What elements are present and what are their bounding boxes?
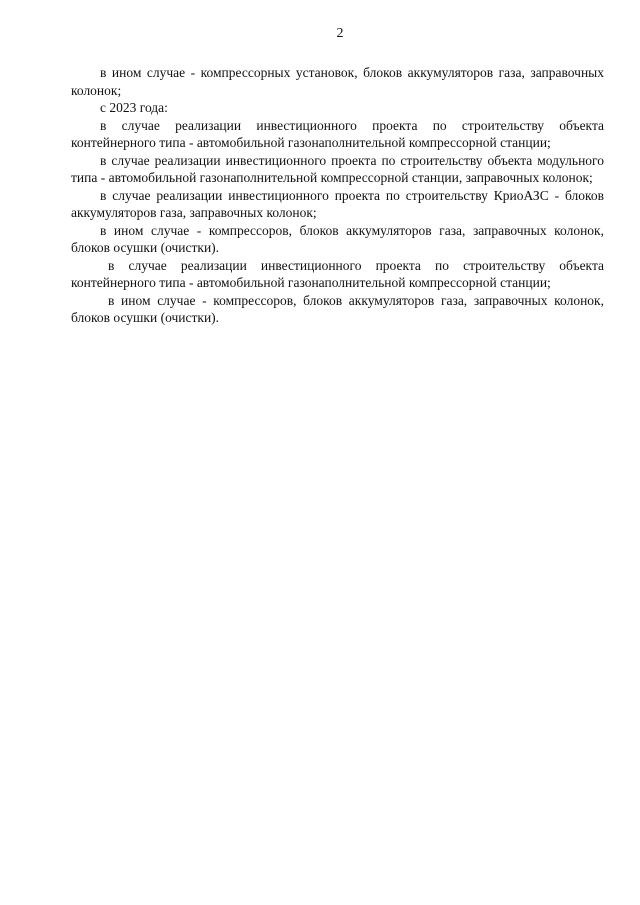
paragraph: в случае реализации инвестиционного проекта по строительству объекта модульного типа - автомобильной газонаполнительной компрессорной станции, заправочных колонок; <box>71 152 604 185</box>
paragraph: в случае реализации инвестиционного проекта по строительству КриоАЗС - блоков аккумуляторов газа, заправочных колонок; <box>71 187 604 220</box>
paragraph: в случае реализации инвестиционного проекта по строительству объекта контейнерного типа - автомобильной газонаполнительной компрессорной станции; <box>71 117 604 150</box>
document-body <box>71 64 604 327</box>
paragraph: в ином случае - компрессорных установок, блоков аккумуляторов газа, заправочных колонок; <box>71 65 604 98</box>
paragraph: в ином случае - компрессоров, блоков аккумуляторов газа, заправочных колонок, блоков осушки (очистки). <box>71 222 604 255</box>
paragraph: с 2023 года: <box>100 100 168 115</box>
paragraph: в случае реализации инвестиционного проекта по строительству объекта контейнерного типа - автомобильной газонаполнительной компрессорной станции; <box>71 257 604 290</box>
page-number: 2 <box>336 26 344 41</box>
paragraph: в ином случае - компрессоров, блоков аккумуляторов газа, заправочных колонок, блоков осушки (очистки). <box>71 292 604 325</box>
